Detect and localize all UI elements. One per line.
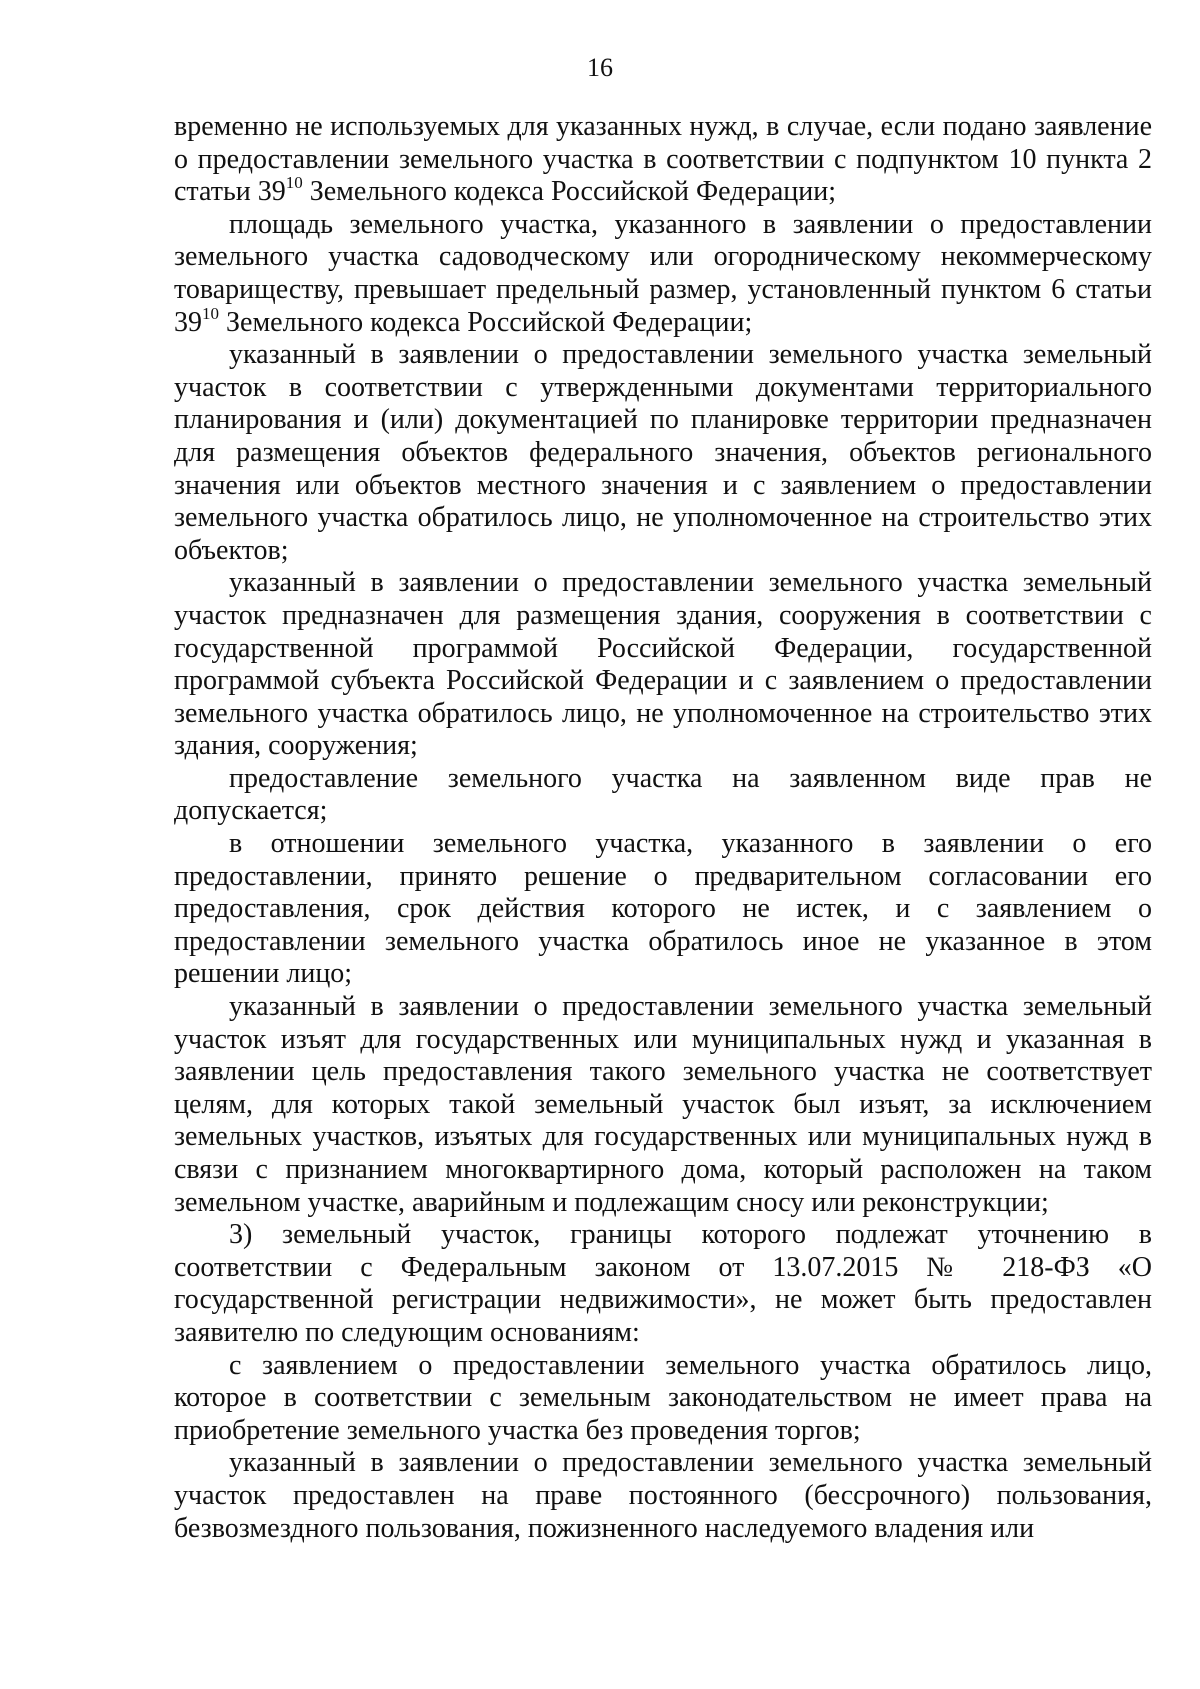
article-superscript: 10	[285, 173, 303, 193]
article-number: 39	[257, 176, 286, 208]
page-number: 16	[587, 53, 613, 82]
paragraph-4: указанный в заявлении о предоставлении земельного участка земельный участок предназначен для размещения здания, сооружения в соответствии с государственной программой Российской Федерации, государственной программой субъекта Российской Федерации и с заявлением о предоставлении земельного участка обратилось лицо, не уполномоченное на строительство этих здания, сооружения;	[174, 567, 1152, 762]
paragraph-1: временно не используемых для указанных нужд, в случае, если подано заявление о предоставлении земельного участка в соответствии с подпунктом 10 пункта 2 статьи $39^{10}$ Земельного кодекса Российской Федерации;	[174, 111, 1152, 208]
paragraph-10: указанный в заявлении о предоставлении земельного участка земельный участок предоставлен на праве постоянного (бессрочного) пользования, безвозмездного пользования, пожизненного наследуемого владения или	[174, 1447, 1152, 1544]
paragraph-5: предоставление земельного участка на заявленном виде прав не допускается;	[174, 762, 1152, 827]
paragraph-9: с заявлением о предоставлении земельного участка обратилось лицо, которое в соответствии с земельным законодательством не имеет права на приобретение земельного участка без проведения торгов;	[174, 1349, 1152, 1446]
paragraph-6: в отношении земельного участка, указанного в заявлении о его предоставлении, принято решение о предварительном согласовании его предоставления, срок действия которого не истек, и с заявлением о предоставлении земельного участка обратилось иное не указанное в этом решении лицо;	[174, 828, 1152, 990]
paragraph-7: указанный в заявлении о предоставлении земельного участка земельный участок изъят для государственных или муниципальных нужд и указанная в заявлении цель предоставления такого земельного участка не соответствует целям, для которых такой земельный участок был изъят, за исключением земельных участков, изъятых для государственных или муниципальных нужд в связи с признанием многоквартирного дома, который расположен на таком земельном участке, аварийным и подлежащим сносу или реконструкции;	[174, 991, 1152, 1218]
article-number: 39	[174, 306, 202, 338]
paragraph-2: площадь земельного участка, указанного в заявлении о предоставлении земельного участка садоводческому или огородническому некоммерческому товариществу, превышает предельный размер, установленный пунктом 6 статьи $39^{10}$ Земельного кодекса Российской Федерации;	[174, 208, 1152, 338]
article-superscript: 10	[202, 303, 219, 323]
document-body	[174, 111, 1152, 1545]
paragraph-3: указанный в заявлении о предоставлении земельного участка земельный участок в соответствии с утвержденными документами территориального планирования и (или) документацией по планировке территории предназначен для размещения объектов федерального значения, объектов регионального значения или объектов местного значения и с заявлением о предоставлении земельного участка обратилось лицо, не уполномоченное на строительство этих объектов;	[174, 339, 1152, 566]
paragraph-8: 3) земельный участок, границы которого подлежат уточнению в соответствии с Федеральным законом от 13.07.2015 № 218-ФЗ «О государственной регистрации недвижимости», не может быть предоставлен заявителю по следующим основаниям:	[174, 1219, 1152, 1348]
